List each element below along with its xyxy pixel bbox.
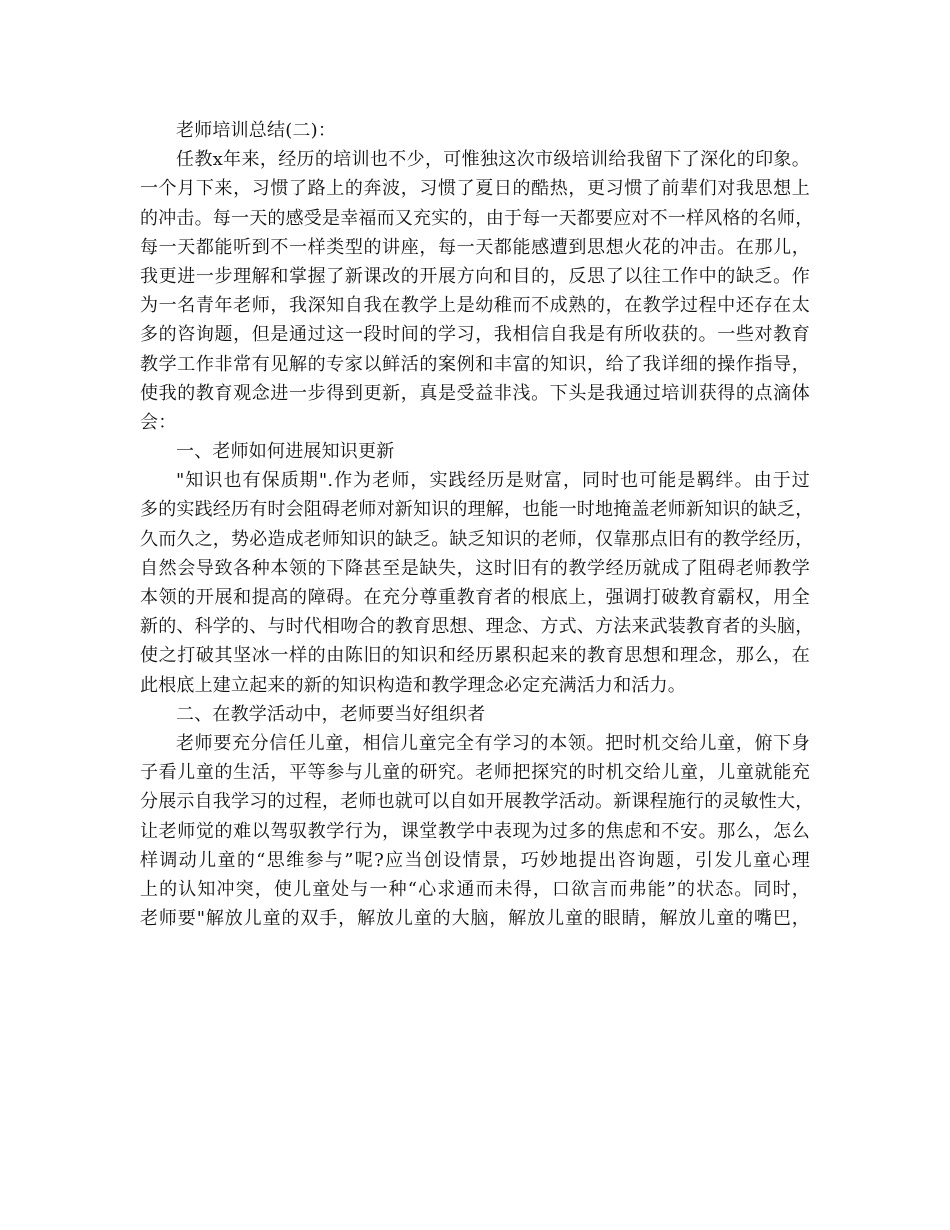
- text-line: 分展示自我学习的过程，老师也就可以自如开展教学活动。新课程施行的灵敏性大，: [140, 791, 814, 813]
- paragraph-organizer: [140, 729, 814, 933]
- text-line: 本领的开展和提高的障碍。在充分尊重教育者的根底上，强调打破教育霸权，用全: [140, 587, 810, 608]
- text-line: 样调动儿童的“思维参与”呢?应当创设情景，巧妙地提出咨询题，引发儿童心理: [140, 849, 810, 871]
- text-line: 为一名青年老师，我深知自我在教学上是幼稚而不成熟的，在教学过程中还存在太: [140, 295, 810, 317]
- text-line: "知识也有保质期".作为老师，实践经历是财富，同时也可能是羁绊。由于过: [176, 470, 810, 492]
- text-line: 此根底上建立起来的新的知识构造和教学理念必定充满活力和活力。: [140, 674, 686, 696]
- text-line: 多的咨询题，但是通过这一段时间的学习，我相信自我是有所收获的。一些对教育: [140, 324, 810, 346]
- text-line: 会：: [140, 411, 177, 433]
- text-line: 上的认知冲突，使儿童处与一种“心求通而未得，口欲言而弗能”的状态。同时，: [140, 878, 810, 900]
- document-title: 老师培训总结(二)：: [176, 120, 337, 141]
- text-line: 新的、科学的、与时代相吻合的教育思想、理念、方式、方法来武装教育者的头脑，: [140, 616, 814, 638]
- text-line: 让老师觉的难以驾驭教学行为，课堂教学中表现为过多的焦虑和不安。那么，怎么: [140, 820, 810, 842]
- text-line: 教学工作非常有见解的专家以鲜活的案例和丰富的知识，给了我详细的操作指导，: [140, 353, 810, 375]
- document-body: [140, 116, 814, 933]
- text-line: 的冲击。每一天的感受是幸福而又充实的，由于每一天都要应对不一样风格的名师，: [140, 207, 814, 229]
- paragraph-intro: [140, 145, 814, 437]
- text-line: 自然会导致各种本领的下降甚至是缺失，这时旧有的教学经历就成了阻碍老师教学: [140, 557, 810, 579]
- text-line: 任教x年来，经历的培训也不少，可惟独这次市级培训给我留下了深化的印象。: [176, 149, 810, 171]
- text-line: 多的实践经历有时会阻碍老师对新知识的理解，也能一时地掩盖老师新知识的缺乏，: [140, 499, 814, 521]
- text-line: 一个月下来，习惯了路上的奔波，习惯了夏日的酷热，更习惯了前辈们对我思想上: [140, 178, 810, 200]
- text-line: 使我的教育观念进一步得到更新，真是受益非浅。下头是我通过培训获得的点滴体: [140, 382, 810, 404]
- section-heading-2: 二、在教学活动中，老师要当好组织者: [176, 703, 486, 725]
- paragraph-knowledge-update: [140, 466, 814, 700]
- text-line: 每一天都能听到不一样类型的讲座，每一天都能感遭到思想火花的冲击。在那儿，: [140, 236, 810, 258]
- section-heading-1: 一、老师如何进展知识更新: [176, 441, 395, 463]
- text-line: 老师要充分信任儿童，相信儿童完全有学习的本领。把时机交给儿童，俯下身: [176, 732, 810, 754]
- text-line: 我更进一步理解和掌握了新课改的开展方向和目的，反思了以往工作中的缺乏。作: [140, 265, 810, 287]
- text-line: 子看儿童的生活，平等参与儿童的研究。老师把探究的时机交给儿童，儿童就能充: [140, 762, 810, 784]
- text-line: 使之打破其坚冰一样的由陈旧的知识和经历累积起来的教育思想和理念，那么，在: [140, 645, 810, 667]
- text-line: 久而久之，势必造成老师知识的缺乏。缺乏知识的老师，仅靠那点旧有的教学经历，: [140, 528, 814, 550]
- text-line: 老师要"解放儿童的双手，解放儿童的大脑，解放儿童的眼睛，解放儿童的嘴巴，: [140, 908, 810, 930]
